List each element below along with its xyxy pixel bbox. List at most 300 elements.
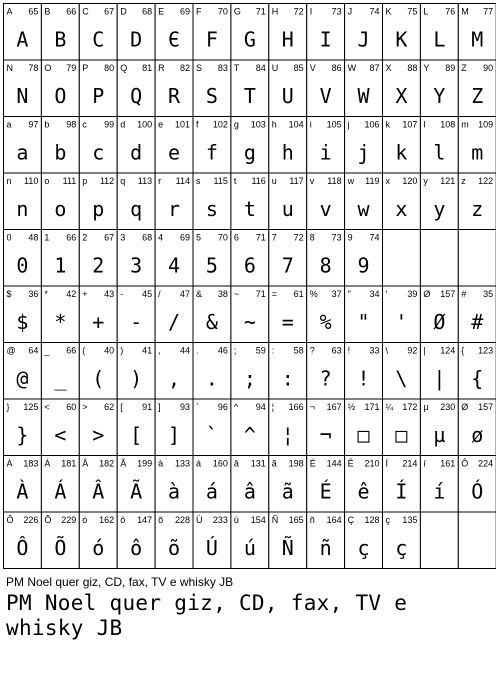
glyph-cell (383, 399, 421, 456)
cell-code-number: 96 (217, 402, 228, 412)
cell-character-label: ] (158, 402, 161, 412)
cell-character-label: Ñ (271, 515, 279, 525)
cell-character-label: r (158, 176, 162, 186)
glyph-cell (383, 286, 421, 343)
cell-character-label: W (347, 63, 357, 73)
cell-glyph: 5 (205, 253, 218, 278)
glyph-cell (41, 60, 79, 117)
cell-character-label: j (347, 119, 350, 130)
glyph-cell (420, 4, 458, 61)
cell-glyph: Ó (471, 479, 484, 504)
glyph-cell (345, 117, 383, 174)
cell-glyph: . (205, 366, 218, 391)
glyph-cell (4, 399, 42, 456)
cell-character-label: > (82, 402, 88, 412)
cell-character-label: ¦ (271, 402, 275, 412)
cell-glyph: l (433, 140, 446, 165)
glyph-cell (4, 173, 42, 230)
cell-character-label: < (44, 402, 50, 412)
glyph-cell (155, 230, 193, 287)
cell-code-number: 98 (66, 119, 77, 130)
cell-code-number: 214 (402, 458, 418, 469)
cell-code-number: 41 (142, 345, 153, 356)
cell-glyph: m (471, 140, 484, 165)
cell-code-number: 106 (364, 119, 380, 130)
cell-glyph: µ (433, 423, 446, 447)
glyph-cell (79, 456, 117, 513)
glyph-cell (458, 60, 496, 117)
cell-border (383, 230, 421, 287)
cell-character-label: Õ (44, 515, 52, 525)
cell-character-label: & (196, 289, 203, 299)
cell-code-number: 78 (28, 63, 39, 73)
glyph-cell (345, 60, 383, 117)
cell-glyph: Y (433, 84, 446, 108)
cell-code-number: 60 (66, 402, 77, 412)
cell-glyph: Є (168, 27, 181, 52)
glyph-cell (420, 343, 458, 400)
cell-glyph: N (16, 84, 29, 108)
cell-glyph: v (319, 197, 332, 221)
cell-code-number: 119 (365, 176, 380, 186)
glyph-cell (193, 343, 231, 400)
glyph-cell (383, 60, 421, 117)
cell-character-label: ñ (309, 515, 315, 525)
cell-glyph: Õ (54, 536, 67, 560)
cell-code-number: 47 (179, 289, 190, 299)
glyph-cell (458, 399, 496, 456)
cell-glyph: Q (130, 84, 143, 108)
cell-glyph: á (205, 479, 218, 504)
glyph-cell (231, 60, 269, 117)
glyph-cell (155, 117, 193, 174)
glyph-cell (79, 512, 117, 569)
cell-character-label: Ô (6, 515, 14, 525)
cell-code-number: 100 (137, 119, 153, 130)
cell-code-number: 110 (24, 176, 39, 186)
cell-glyph: õ (168, 536, 181, 560)
cell-glyph: ~ (243, 310, 256, 334)
cell-code-number: 59 (255, 345, 266, 356)
cell-character-label: 0 (6, 232, 12, 243)
glyph-cell (231, 117, 269, 174)
cell-code-number: 229 (61, 515, 77, 525)
cell-code-number: 167 (326, 402, 342, 412)
glyph-cell (79, 173, 117, 230)
glyph-cell (269, 173, 307, 230)
cell-glyph: = (281, 310, 294, 334)
cell-character-label: â (233, 458, 239, 469)
cell-character-label: 2 (82, 232, 88, 243)
cell-glyph: p (92, 197, 105, 221)
cell-code-number: 183 (23, 458, 39, 469)
glyph-cell (420, 399, 458, 456)
glyph-cell (117, 343, 155, 400)
cell-code-number: 71 (255, 6, 266, 17)
glyph-cell (307, 4, 345, 61)
cell-glyph: | (433, 366, 446, 391)
cell-code-number: 42 (66, 289, 77, 299)
cell-code-number: 45 (142, 289, 153, 299)
cell-character-label: g (233, 119, 239, 130)
cell-character-label: 4 (158, 232, 164, 243)
glyph-cell (4, 60, 42, 117)
cell-glyph: x (395, 197, 408, 221)
cell-code-number: 154 (250, 515, 266, 525)
cell-glyph: n (16, 197, 29, 221)
glyph-cell (193, 230, 231, 287)
cell-code-number: 108 (440, 119, 456, 130)
cell-character-label: % (309, 289, 318, 299)
cell-code-number: 181 (61, 458, 77, 469)
cell-glyph: P (92, 84, 105, 108)
cell-glyph: , (168, 366, 181, 391)
glyph-cell (117, 399, 155, 456)
cell-code-number: 71 (255, 289, 266, 299)
glyph-cell (231, 343, 269, 400)
cell-code-number: 122 (478, 176, 494, 186)
cell-character-label: @ (6, 345, 16, 356)
cell-glyph: Ñ (281, 536, 294, 560)
cell-code-number: 113 (137, 176, 153, 186)
cell-code-number: 115 (213, 176, 228, 186)
glyph-cell (307, 286, 345, 343)
cell-character-label: # (461, 289, 467, 299)
glyph-cell (307, 60, 345, 117)
cell-character-label: ½ (347, 402, 356, 412)
cell-glyph: ' (395, 310, 408, 334)
cell-character-label: L (423, 6, 429, 17)
cell-glyph: Â (92, 479, 105, 504)
cell-character-label: ? (309, 345, 315, 356)
cell-code-number: 68 (142, 6, 153, 17)
cell-code-number: 35 (483, 289, 494, 299)
cell-code-number: 72 (293, 6, 304, 17)
cell-glyph: Á (54, 479, 67, 504)
cell-glyph: Í (395, 479, 408, 504)
cell-code-number: 80 (104, 63, 115, 73)
cell-glyph: ¦ (281, 423, 294, 447)
cell-glyph: B (54, 27, 67, 52)
cell-character-label: c (82, 119, 87, 130)
cell-code-number: 157 (440, 289, 456, 299)
cell-code-number: 105 (326, 119, 342, 130)
cell-code-number: 109 (478, 119, 494, 130)
glyph-cell (383, 343, 421, 400)
cell-code-number: 85 (293, 63, 304, 73)
cell-character-label: Ô (461, 458, 469, 469)
cell-character-label: õ (158, 515, 164, 525)
cell-code-number: 164 (326, 515, 342, 525)
cell-glyph: e (168, 140, 181, 165)
cell-border (458, 512, 496, 569)
cell-glyph: % (319, 310, 332, 334)
cell-character-label: Ø (461, 402, 469, 412)
cell-character-label: O (44, 63, 52, 73)
cell-glyph: ! (357, 366, 370, 391)
cell-character-label: Ê (347, 458, 354, 469)
cell-glyph: * (54, 310, 67, 334)
cell-glyph: ú (243, 536, 256, 560)
cell-character-label: w (347, 176, 355, 186)
glyph-cell (155, 173, 193, 230)
cell-character-label: U (271, 63, 279, 73)
glyph-cell (383, 230, 421, 287)
cell-glyph: I (319, 27, 332, 52)
cell-code-number: 84 (255, 63, 266, 73)
glyph-cell (269, 230, 307, 287)
cell-glyph: g (243, 140, 256, 165)
cell-character-label: m (461, 119, 469, 130)
cell-glyph: 8 (319, 253, 332, 278)
glyph-cell (193, 4, 231, 61)
glyph-cell (155, 399, 193, 456)
glyph-cell (307, 117, 345, 174)
cell-glyph: 9 (357, 253, 370, 278)
glyph-cell (458, 343, 496, 400)
cell-character-label: { (461, 345, 465, 356)
cell-code-number: 171 (364, 402, 380, 412)
cell-character-label: Ç (347, 515, 355, 525)
cell-character-label: ! (347, 345, 351, 356)
glyph-cell (79, 343, 117, 400)
glyph-cell (420, 173, 458, 230)
glyph-cell (41, 343, 79, 400)
glyph-cell (193, 173, 231, 230)
cell-character-label: - (120, 289, 124, 299)
cell-character-label: 6 (233, 232, 239, 243)
glyph-cell (41, 456, 79, 513)
cell-glyph: b (54, 140, 67, 165)
glyph-cell (231, 230, 269, 287)
cell-character-label: e (158, 119, 164, 130)
cell-code-number: 74 (369, 6, 380, 17)
cell-code-number: 121 (440, 176, 456, 186)
cell-character-label: n (6, 176, 12, 186)
cell-code-number: 144 (326, 458, 342, 469)
cell-glyph: w (357, 197, 370, 221)
cell-code-number: 79 (66, 63, 77, 73)
glyph-cell (231, 173, 269, 230)
glyph-cell (4, 512, 42, 569)
glyph-cell (79, 399, 117, 456)
cell-character-label: T (233, 63, 240, 73)
cell-glyph: ñ (319, 536, 332, 560)
cell-glyph: a (16, 140, 29, 165)
glyph-cell (231, 399, 269, 456)
glyph-cell (193, 399, 231, 456)
cell-character-label: z (461, 176, 466, 186)
cell-character-label: Í (385, 458, 389, 469)
cell-character-label: : (271, 345, 275, 356)
cell-code-number: 166 (288, 402, 304, 412)
cell-character-label: ` (196, 402, 199, 412)
glyph-cell (41, 512, 79, 569)
cell-character-label: } (6, 402, 10, 412)
glyph-cell (383, 117, 421, 174)
cell-character-label: Z (461, 63, 467, 73)
glyph-cell (117, 230, 155, 287)
glyph-cell (345, 456, 383, 513)
glyph-cell (231, 456, 269, 513)
cell-character-label: B (44, 6, 51, 17)
cell-glyph: : (281, 366, 294, 391)
cell-character-label: P (82, 63, 89, 73)
cell-glyph: ( (92, 366, 105, 391)
cell-glyph: S (205, 84, 218, 108)
cell-glyph: < (54, 423, 67, 447)
cell-glyph: u (281, 197, 294, 221)
cell-character-label: q (120, 176, 126, 186)
glyph-cell (117, 60, 155, 117)
cell-glyph: F (205, 27, 218, 52)
glyph-cell (117, 117, 155, 174)
glyph-cell (383, 4, 421, 61)
glyph-cell (4, 117, 42, 174)
cell-code-number: 91 (142, 402, 153, 412)
cell-code-number: 88 (407, 63, 418, 73)
cell-character-label: à (158, 458, 164, 469)
glyph-cell (420, 117, 458, 174)
cell-code-number: 38 (217, 289, 228, 299)
cell-character-label: ú (233, 515, 239, 525)
cell-glyph: } (16, 423, 29, 447)
cell-character-label: C (82, 6, 89, 17)
glyph-cell (307, 399, 345, 456)
cell-glyph: 4 (168, 253, 181, 278)
cell-code-number: 125 (23, 402, 39, 412)
cell-code-number: 65 (28, 6, 39, 17)
glyph-cell (383, 173, 421, 230)
cell-character-label: Â (82, 458, 89, 469)
glyph-cell (117, 4, 155, 61)
glyph-cell (41, 230, 79, 287)
cell-glyph: ø (471, 423, 484, 447)
cell-character-label: l (423, 119, 426, 130)
glyph-cell (269, 60, 307, 117)
cell-code-number: 73 (331, 232, 342, 243)
cell-glyph: ã (281, 479, 294, 504)
glyph-cell (4, 4, 42, 61)
cell-code-number: 46 (217, 345, 228, 356)
cell-code-number: 99 (104, 119, 115, 130)
cell-character-label: d (120, 119, 126, 130)
cell-code-number: 83 (217, 63, 228, 73)
glyph-cell (231, 512, 269, 569)
cell-glyph: ] (168, 423, 181, 447)
cell-code-number: 133 (174, 458, 190, 469)
cell-code-number: 161 (440, 458, 456, 469)
cell-glyph: / (168, 310, 181, 334)
glyph-cell (269, 286, 307, 343)
cell-code-number: 199 (137, 458, 153, 469)
cell-character-label: p (82, 176, 88, 186)
cell-character-label: A (6, 6, 13, 17)
cell-character-label: t (233, 176, 237, 186)
cell-code-number: 73 (331, 6, 342, 17)
glyph-cell (345, 4, 383, 61)
cell-glyph: Ø (433, 310, 446, 334)
cell-character-label: $ (6, 289, 12, 299)
cell-code-number: 210 (364, 458, 380, 469)
cell-code-number: 39 (407, 289, 418, 299)
glyph-cell (41, 399, 79, 456)
glyph-cell (345, 173, 383, 230)
cell-code-number: 33 (369, 345, 380, 356)
glyph-cell (79, 60, 117, 117)
cell-code-number: 82 (179, 63, 190, 73)
cell-code-number: 182 (99, 458, 115, 469)
cell-glyph: □ (357, 423, 370, 447)
cell-code-number: 71 (255, 232, 266, 243)
cell-code-number: 128 (364, 515, 380, 525)
glyph-cell (307, 230, 345, 287)
glyph-cell (117, 456, 155, 513)
cell-character-label: í (423, 458, 426, 469)
glyph-cell (345, 286, 383, 343)
cell-code-number: 76 (445, 6, 456, 17)
cell-code-number: 81 (142, 63, 153, 73)
glyph-cell (345, 230, 383, 287)
glyph-cell (193, 117, 231, 174)
cell-character-label: Ú (196, 515, 203, 525)
character-map-grid (3, 3, 496, 569)
cell-glyph: à (168, 479, 181, 504)
cell-code-number: 72 (293, 232, 304, 243)
cell-character-label: ã (271, 458, 277, 469)
cell-character-label: ; (233, 345, 237, 356)
cell-code-number: 172 (402, 402, 418, 412)
cell-character-label: É (309, 458, 316, 469)
cell-glyph: M (471, 27, 484, 52)
cell-character-label: o (44, 176, 50, 186)
cell-character-label: ¼ (385, 402, 394, 412)
cell-glyph: U (281, 84, 294, 108)
cell-code-number: 37 (331, 289, 342, 299)
cell-glyph: { (471, 366, 484, 391)
glyph-cell (458, 117, 496, 174)
glyph-cell (269, 343, 307, 400)
glyph-cell (458, 230, 496, 287)
glyph-cell (345, 399, 383, 456)
cell-glyph: É (319, 479, 332, 504)
cell-code-number: 36 (28, 289, 39, 299)
glyph-cell (345, 343, 383, 400)
cell-character-label: \ (385, 345, 389, 356)
cell-character-label: ¬ (309, 402, 315, 412)
cell-character-label: v (309, 176, 315, 186)
glyph-cell (79, 117, 117, 174)
cell-character-label: ^ (233, 402, 239, 412)
cell-character-label: ) (120, 345, 124, 356)
glyph-cell (117, 173, 155, 230)
cell-code-number: 61 (293, 289, 304, 299)
cell-glyph: ` (205, 423, 218, 447)
font-sample-text: PM Noel quer giz, CD, fax, TV e whisky JB (6, 591, 408, 640)
glyph-cell (345, 512, 383, 569)
glyph-cell (420, 512, 458, 569)
cell-code-number: 165 (288, 515, 304, 525)
glyph-cell (155, 512, 193, 569)
cell-code-number: 147 (137, 515, 153, 525)
glyph-cell (155, 4, 193, 61)
cell-character-label: Y (423, 63, 430, 73)
cell-glyph: + (92, 310, 105, 334)
cell-glyph: ç (357, 536, 370, 560)
cell-character-label: ô (120, 515, 126, 525)
cell-code-number: 233 (212, 515, 228, 525)
cell-glyph: ¬ (319, 423, 332, 447)
